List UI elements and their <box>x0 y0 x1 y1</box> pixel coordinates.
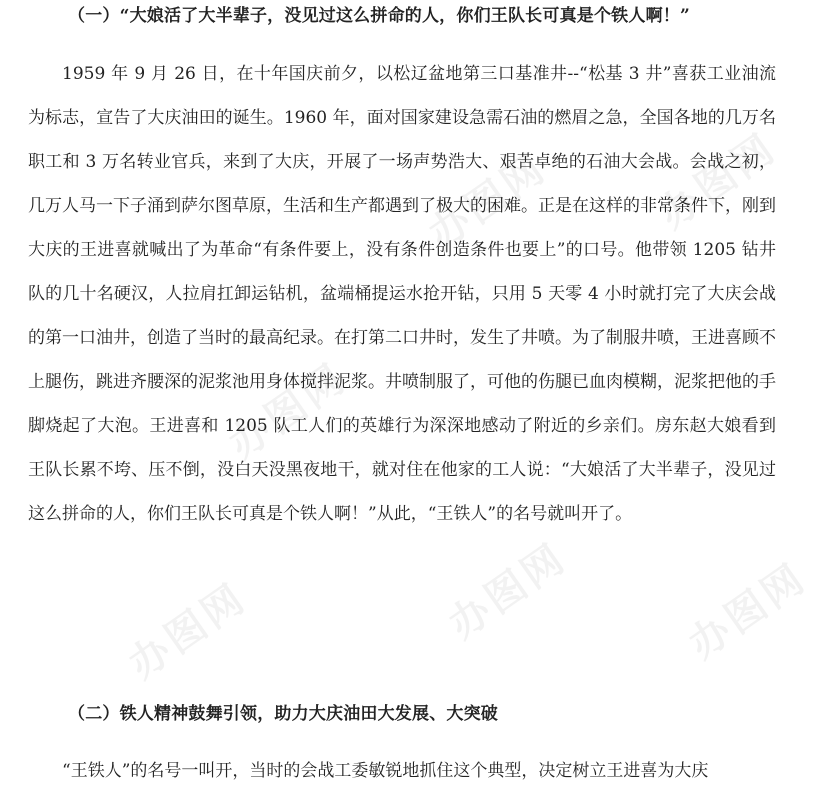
watermark: 办图网 <box>420 144 556 259</box>
section-1-heading: （一）“大娘活了大半辈子，没见过这么拼命的人，你们王队长可真是个铁人啊！” <box>68 6 690 26</box>
section-2-heading: （二）铁人精神鼓舞引领，助力大庆油田大发展、大突破 <box>68 704 498 724</box>
section-1-paragraph: 1959 年 9 月 26 日，在十年国庆前夕，以松辽盆地第三口基准井--“松基 3 井”喜获工业油流为标志，宣告了大庆油田的诞生。1960 年，面对国家建设急需石油的燃眉之急，全国各地的几万名职工和 3 万名转业官兵，来到了大庆，开展了一场声势浩大、艰苦卓绝的石油大会战。会战之初，几万人马一下子涌到萨尔图草原，生活和生产都遇到了极大的困难。正是在这样的非常条件下，刚到大庆的王进喜就喊出了为革命“有条件要上，没有条件创造条件也要上”的口号。他带领 1205 钻井队的几十名硬汉，人拉肩扛卸运钻机，盆端桶提运水抢开钻，只用 5 天零 4 小时就打完了大庆会战的第一口油井，创造了当时的最高纪录。在打第二口井时，发生了井喷。为了制服井喷，王进喜顾不上腿伤，跳进齐腰深的泥浆池用身体搅拌泥浆。井喷制服了，可他的伤腿已血肉模糊，泥浆把他的手脚烧起了大泡。王进喜和 1205 队工人们的英雄行为深深地感动了附近的乡亲们。房东赵大娘看到王队长累不垮、压不倒，没白天没黑夜地干，就对住在他家的工人说：“大娘活了大半辈子，没见过这么拼命的人，你们王队长可真是个铁人啊！”从此，“王铁人”的名号就叫开了。 <box>28 64 776 524</box>
watermark: 办图网 <box>650 124 786 239</box>
watermark: 办图网 <box>220 354 356 469</box>
watermark: 办图网 <box>120 574 256 689</box>
watermark: 办图网 <box>680 554 816 669</box>
watermark: 办图网 <box>440 534 576 649</box>
section-2-paragraph: “王铁人”的名号一叫开，当时的会战工委敏锐地抓住这个典型，决定树立王进喜为大庆 <box>62 761 709 781</box>
